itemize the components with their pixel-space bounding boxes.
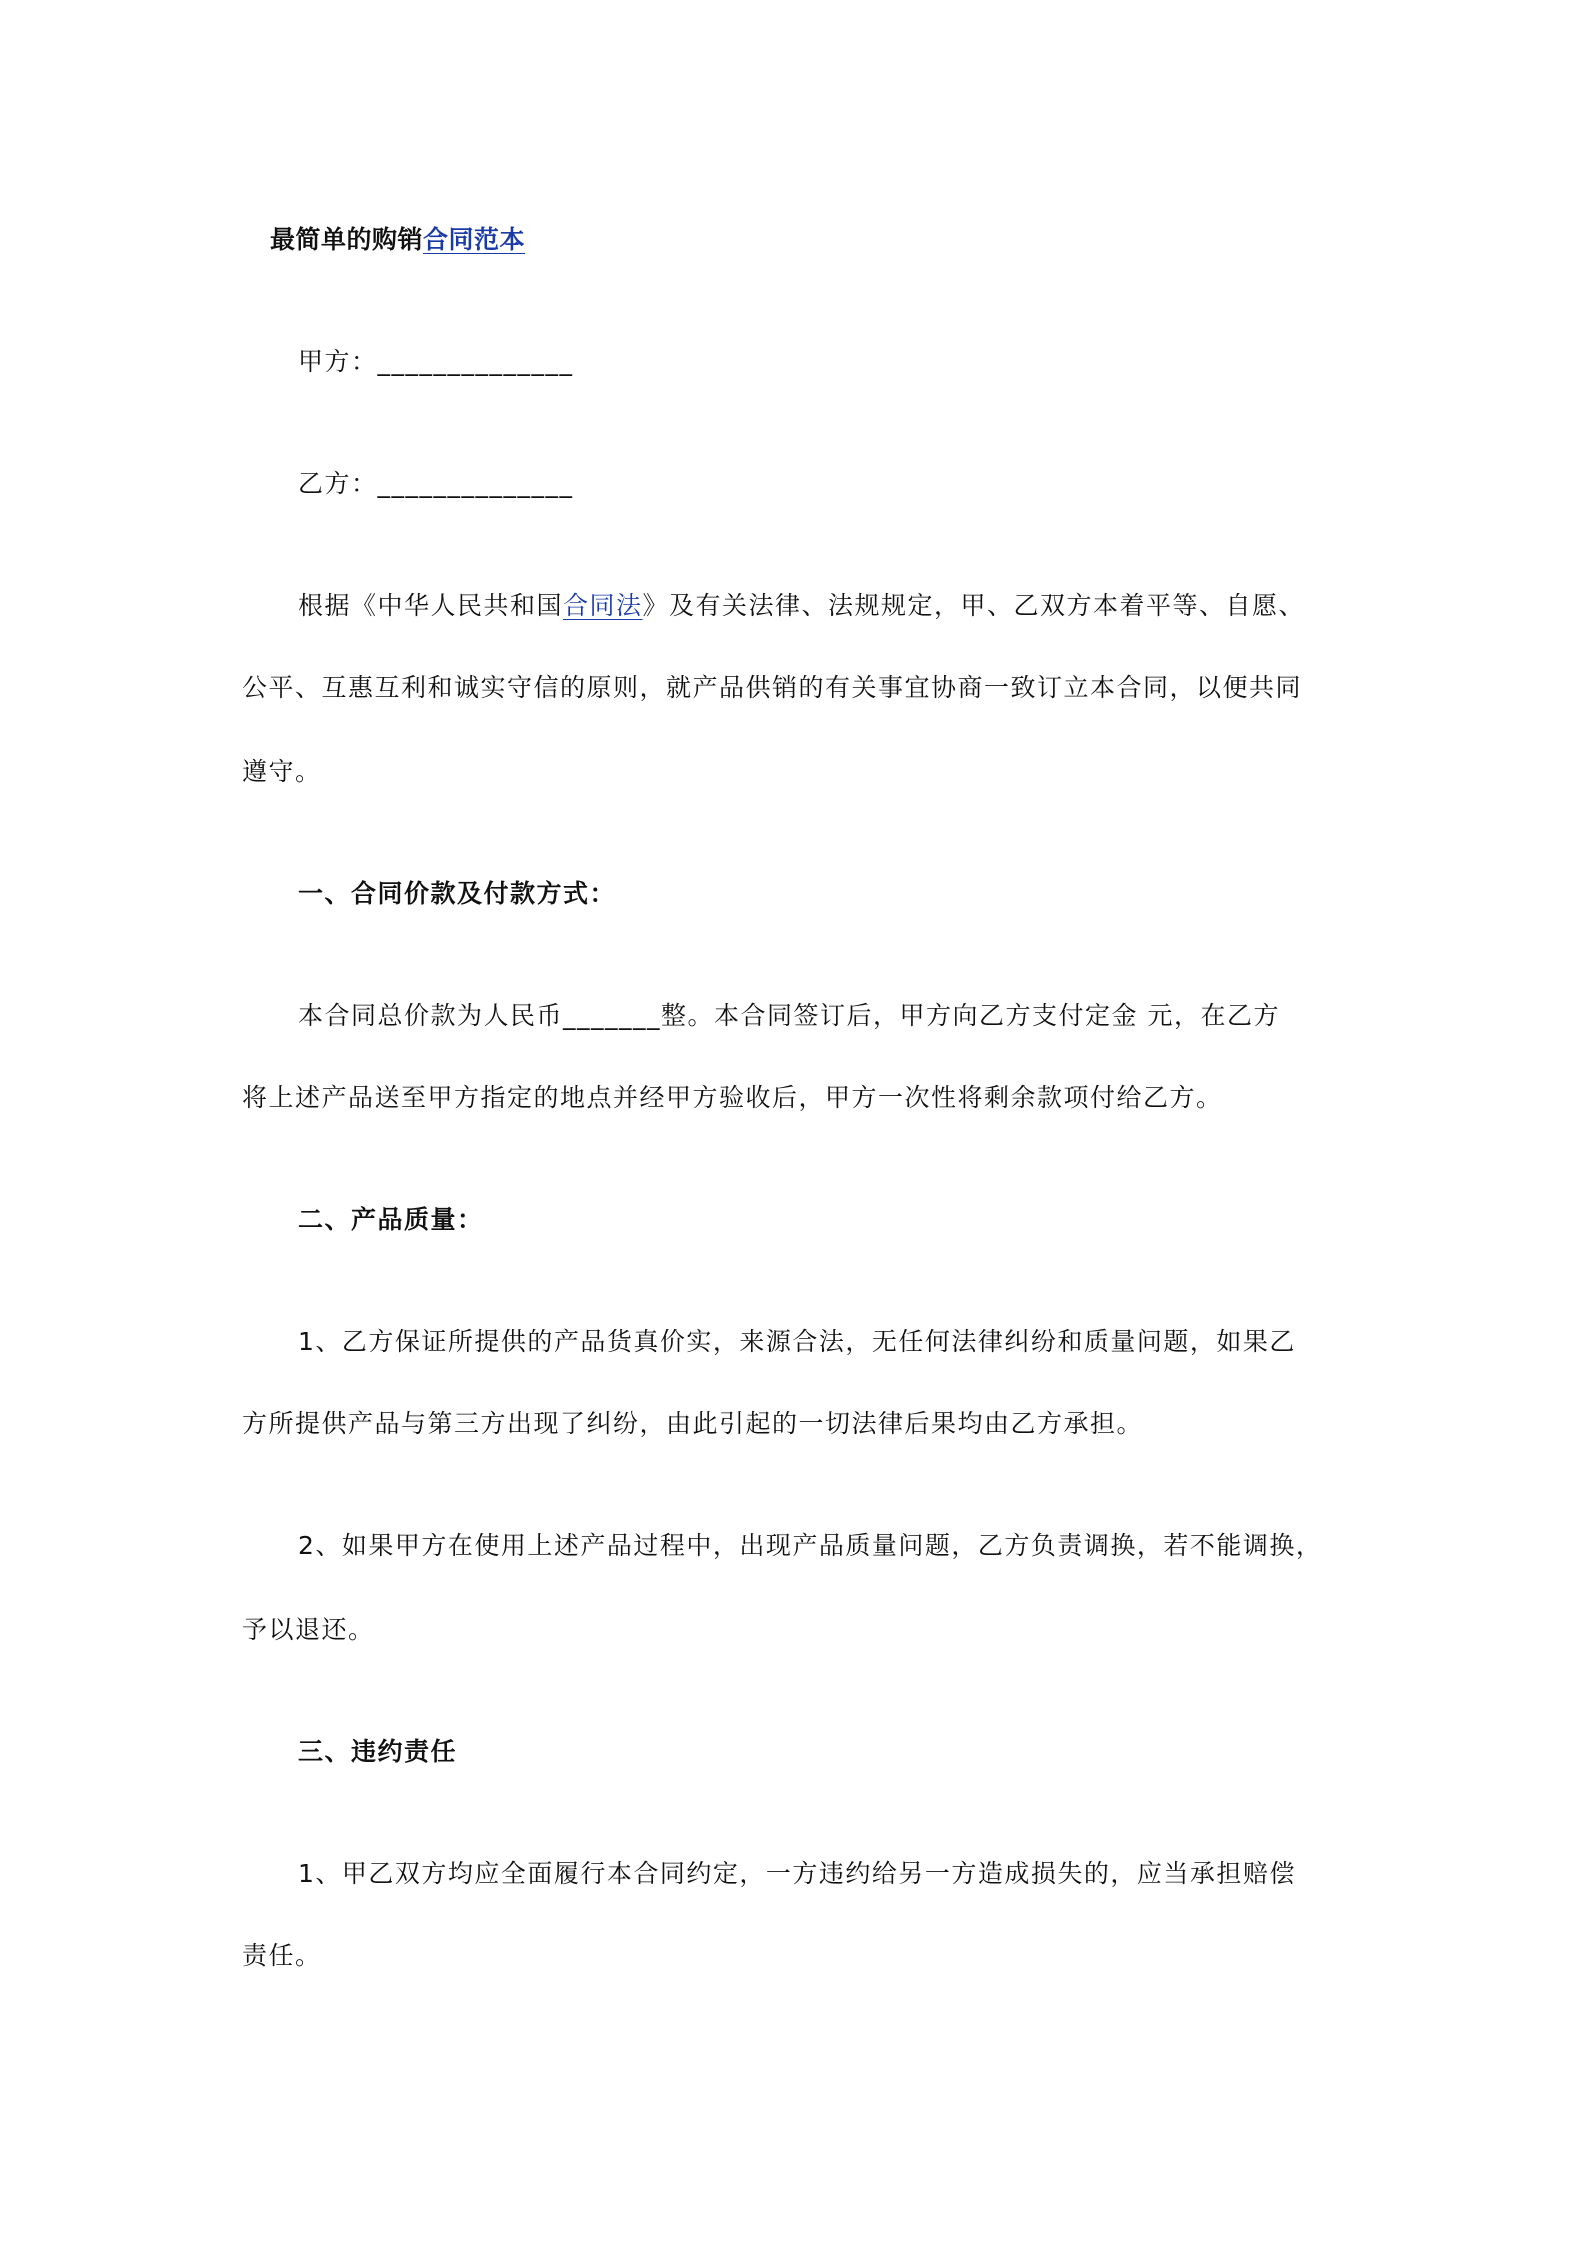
title-link[interactable]: 合同范本 (423, 225, 526, 254)
contract-law-link[interactable]: 合同法 (563, 591, 643, 620)
section-2-item-2-line-1: 2、如果甲方在使用上述产品过程中，出现产品质量问题，乙方负责调换，若不能调换， (298, 1531, 1323, 1560)
section-3-heading: 三、违约责任 (298, 1737, 458, 1766)
section-3-item-1-line-1: 1、甲乙双方均应全面履行本合同约定，一方违约给另一方造成损失的，应当承担赔偿 (298, 1859, 1296, 1888)
intro-text-2: 》及有关法律、法规规定，甲、乙双方本着平等、自愿、 (642, 591, 1306, 620)
intro-line-1 (298, 588, 1305, 624)
document-title (270, 222, 525, 258)
intro-line-3: 遵守。 (242, 757, 322, 786)
section-3-item-1-line-2: 责任。 (242, 1941, 322, 1970)
section-1-line-2: 将上述产品送至甲方指定的地点并经甲方验收后，甲方一次性将剩余款项付给乙方。 (242, 1083, 1223, 1112)
party-b-line: 乙方：______________ (298, 469, 574, 498)
intro-line-2: 公平、互惠互利和诚实守信的原则，就产品供销的有关事宜协商一致订立本合同，以便共同 (242, 673, 1303, 702)
section-2-item-2-line-2: 予以退还。 (242, 1615, 375, 1644)
section-2-item-1-line-1: 1、乙方保证所提供的产品货真价实，来源合法，无任何法律纠纷和质量问题，如果乙 (298, 1327, 1296, 1356)
title-prefix: 最简单的购销 (270, 225, 424, 254)
section-2-item-1-line-2: 方所提供产品与第三方出现了纠纷，由此引起的一切法律后果均由乙方承担。 (242, 1409, 1144, 1438)
section-1-heading: 一、合同价款及付款方式： (298, 879, 617, 908)
section-2-heading: 二、产品质量： (298, 1205, 484, 1234)
party-a-line: 甲方：______________ (298, 347, 574, 376)
intro-text-1: 根据《中华人民共和国 (298, 591, 564, 620)
section-1-line-1: 本合同总价款为人民币_______整。本合同签订后，甲方向乙方支付定金 元，在乙方 (298, 1001, 1280, 1030)
